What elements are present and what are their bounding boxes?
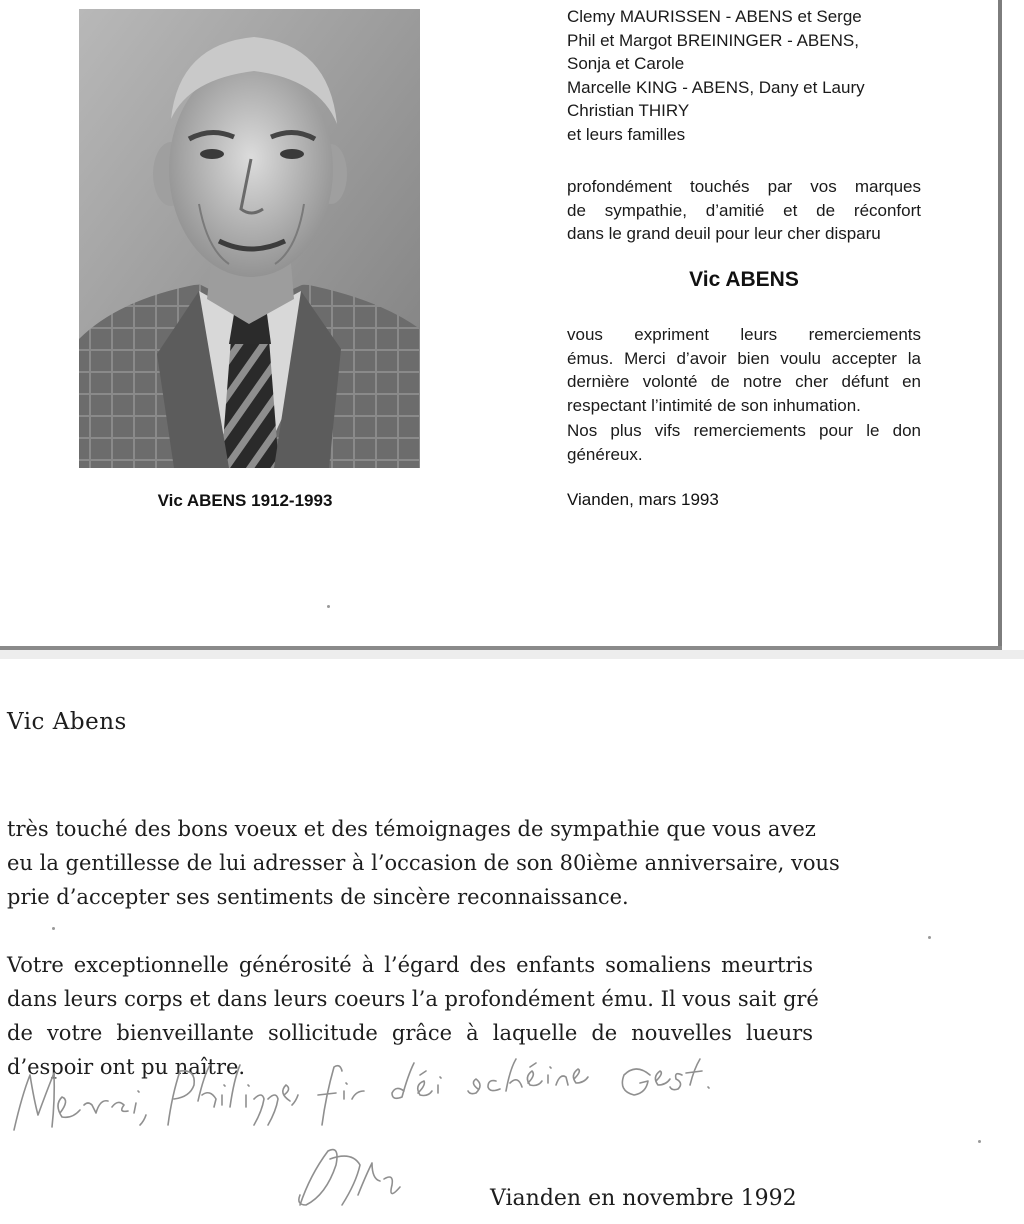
text-line: d’espoir ont pu naître.: [7, 1055, 246, 1079]
text-line: Nos plus vifs remerciements pour le don: [567, 421, 921, 440]
text-line: vous expriment leurs remerciements: [567, 325, 921, 344]
text-line: dernière volonté de notre cher défunt en: [567, 372, 921, 391]
family-line: et leurs familles: [567, 124, 686, 144]
text-line: profondément touchés par vos marques: [567, 177, 921, 196]
text-line: respectant l’intimité de son inhumation.: [567, 395, 861, 415]
family-line: Phil et Margot BREININGER - ABENS,: [567, 30, 859, 50]
card-date: Vianden, mars 1993: [567, 490, 719, 509]
deceased-name: Vic ABENS: [689, 268, 799, 291]
family-line: Clemy MAURISSEN - ABENS et Serge: [567, 7, 862, 26]
text-line: émus. Merci d’avoir bien voulu accepter la: [567, 348, 921, 368]
paper-speck: [928, 936, 931, 939]
text-line: de votre bienveillante sollicitude grâce à laquelle de nouvelles lueurs: [7, 1021, 813, 1045]
donation-paragraph: [567, 419, 921, 466]
paper-speck: [978, 1140, 981, 1143]
card-edge: [998, 0, 1002, 652]
text-line: généreux.: [567, 444, 643, 464]
text-line: Votre exceptionnelle générosité à l’égard des enfants somaliens meurtris: [7, 953, 813, 977]
letter-date: Vianden en novembre 1992: [490, 1186, 797, 1211]
family-names: [567, 5, 927, 146]
letter-paragraph: [7, 812, 840, 914]
text-line: dans leurs corps et dans leurs coeurs l’a profondément ému. Il vous sait gré: [7, 987, 819, 1011]
paper-speck: [52, 927, 55, 930]
family-line: Marcelle KING - ABENS, Dany et Laury: [567, 77, 865, 97]
text-line: de sympathie, d’amitié et de réconfort: [567, 200, 921, 220]
portrait-photo: [79, 9, 420, 468]
text-line: très touché des bons voeux et des témoignages de sympathie que vous avez: [7, 817, 816, 841]
letter-sender: Vic Abens: [7, 709, 127, 735]
paper-speck: [327, 605, 330, 608]
text-line: prie d’accepter ses sentiments de sincère reconnaissance.: [7, 885, 629, 909]
gratitude-paragraph: [567, 323, 921, 417]
thanks-paragraph: [567, 175, 921, 246]
family-line: Christian THIRY: [567, 101, 690, 120]
text-line: dans le grand deuil pour leur cher disparu: [567, 224, 881, 243]
card-shadow: [0, 650, 1024, 659]
photo-caption: Vic ABENS 1912-1993: [157, 491, 333, 510]
family-line: Sonja et Carole: [567, 54, 685, 73]
text-line: eu la gentillesse de lui adresser à l’occasion de son 80ième anniversaire, vous: [7, 851, 840, 875]
